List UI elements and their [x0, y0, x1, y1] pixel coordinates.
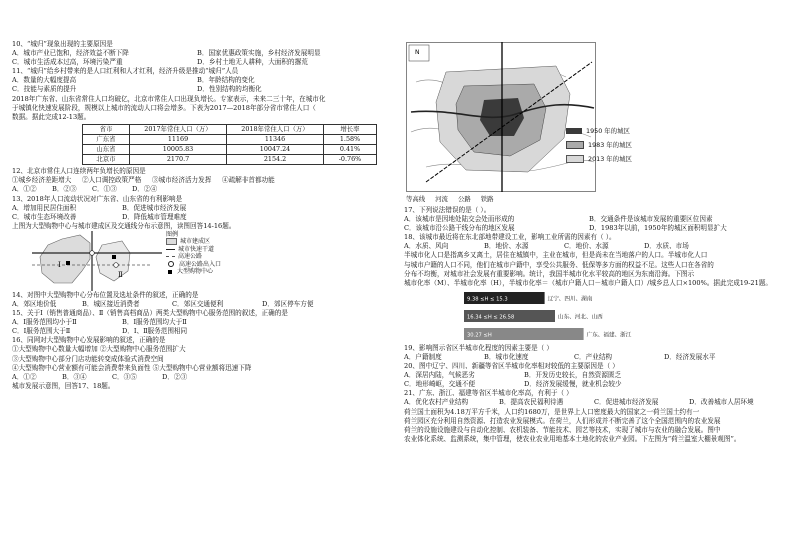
bar-range-label: 30.27 ≤H: [467, 332, 492, 339]
q12-item: ④疏解非首都功能: [222, 176, 275, 185]
q19-option-b: B．城市化速度: [484, 352, 529, 361]
passage-final-line: 荷兰的设施设施建设与自动化控制、农机装备、节能技术、园艺等技术，实现了城市与农业的融合发展。图中: [404, 425, 721, 434]
q12-stem: 12、北京市常住人口连续两年负增长的原因是: [12, 167, 146, 176]
table-cell: 广东省: [83, 134, 130, 144]
q17-option-a: A．该城市是因地处陆交会处而形成的: [404, 215, 515, 224]
q19-option-d: D．经济发展水平: [664, 352, 716, 361]
q21-option-a: A．优化农村产业结构: [404, 398, 469, 407]
q17-stem: 17、下列说法错误的是（ ）。: [404, 206, 491, 214]
q16-option-c: C．③⑤: [112, 372, 137, 381]
urbanization-bar-chart: [404, 288, 782, 344]
q15-option-d: D．Ⅰ、Ⅱ服务范围相同: [122, 327, 188, 336]
bar-group-label: 广东、福建、浙江: [586, 332, 632, 339]
q16-option-a: A．①②: [12, 372, 37, 381]
passage-urban-line: 分布不均衡，对城市社会发展有重要影响。统计，我国半城市化水平较高的地区为东南沿海。下图示: [404, 269, 695, 278]
q11-stem: 11、“城归”给乡村带来的是人口红利和人才红利，经济升级是推动“城归”人员: [12, 67, 239, 76]
region-label-i: Ⅰ: [58, 260, 61, 269]
city-map-svg: [406, 42, 596, 192]
q21-option-b: B．提高农民福利待遇: [499, 398, 564, 407]
q10-option-b: B．国家优惠政策实施，乡村经济发展明显: [197, 49, 321, 58]
city-mall-figure: [12, 231, 387, 291]
q18-option-b: B．地价、水源: [484, 242, 529, 251]
table-cell: 北京市: [83, 155, 130, 165]
q12-option-d: D．②④: [132, 185, 158, 194]
q20-option-a: A．深居内陆，气候恶劣: [404, 371, 475, 380]
table-cell: 10005.83: [130, 145, 227, 155]
passage-2018-line: 于城镇化快速发展阶段，规模以上城市的流动人口将会增多。下表为2017—2018年部分省市常住人口（: [12, 103, 316, 112]
q11-option-b: B．年龄结构的变化: [197, 76, 255, 85]
q13-option-a: A．增加用民居住面积: [12, 203, 77, 212]
passage-map: 城市发展示意图，回答17、18题。: [12, 381, 115, 390]
legend-title: 图例: [166, 230, 179, 238]
passage-2018-line: 数据。据此完成12-13题。: [12, 112, 91, 121]
q15-stem: 15、关于Ⅰ（销售普通商品）、Ⅱ（销售高档商品）两类大型购物中心服务范围的叙述，正确的是: [12, 309, 288, 318]
population-table: [82, 124, 377, 165]
q10-option-d: D．乡村土地无人耕种，大面积的撂荒: [197, 58, 308, 67]
legend-item-1983: 1983 年的城区: [566, 138, 632, 152]
q17-option-c: C．该城市沿公路干线分布的地区发展: [404, 224, 515, 233]
q20-option-d: D．经济发展缓慢，就业机会较少: [524, 380, 622, 389]
q19-option-a: A．户籍制度: [404, 352, 442, 361]
table-header: 省市: [83, 124, 130, 134]
q15-option-b: B．Ⅰ服务范围均大于Ⅱ: [122, 318, 187, 327]
legend-contour: 等高线: [406, 195, 426, 203]
q10-options: [12, 49, 387, 58]
q14-option-b: B．城区接近消费者: [82, 299, 140, 308]
bar-group-label: 辽宁、四川、湖南: [547, 296, 593, 303]
q16-item: ③大型购物中心部分门店功能转变成体验式消费空间: [12, 354, 164, 363]
city-legend: [166, 231, 221, 276]
passage-urban-line: 城市化率（M）、半城市化率（H），半城市化率＝（城市户籍人口－城市户籍人口）/城乡总人口×100%。据此完成19-21题。: [404, 278, 773, 287]
table-cell: 11346: [227, 134, 324, 144]
legend-item: 大型购物中心: [166, 268, 221, 276]
table-row: [83, 155, 377, 165]
q20-option-b: B．开发历史较长，自然资源匮乏: [524, 371, 622, 380]
table-cell: 10047.24: [227, 145, 324, 155]
table-cell: 2154.2: [227, 155, 324, 165]
q13-option-d: D．降低城市管理难度: [122, 212, 187, 221]
table-row: [83, 134, 377, 144]
table-header-row: [83, 124, 377, 134]
q16-item: ④大型购物中心营业额有可能会消费带来负面性 ⑤大型购物中心营业额将迅速下降: [12, 363, 252, 372]
q11-option-a: A．数量的大幅度提高: [12, 76, 77, 85]
q12-item: ①城乡经济差距增大: [12, 176, 72, 185]
q15-option-a: A．Ⅰ服务范围均小于Ⅱ: [12, 318, 77, 327]
bar-range-label: 16.34 ≤H ≤ 26.58: [467, 314, 515, 321]
legend-item: 城市建成区: [166, 238, 221, 246]
city-evolution-map: [406, 42, 596, 192]
q16-option-b: B．③④: [62, 372, 87, 381]
table-header: 增长率: [324, 124, 377, 134]
table-header: 2017年常住人口（万）: [130, 124, 227, 134]
table-cell: 山东省: [83, 145, 130, 155]
q13-option-c: C．城市生态环境改善: [12, 212, 77, 221]
bar-group-label: 山东、河北、山西: [558, 314, 603, 321]
q19-option-c: C．产业结构: [574, 352, 613, 361]
passage-final-line: 荷兰园区充分利用自然资源、打造农业发展模式。在荷兰，人们形成并不断完善了这个全国范围内的农业发展: [404, 416, 721, 425]
q14-option-c: C．郊区交通便利: [172, 299, 224, 308]
q17-option-d: D．1983年以前，1950年的城区面积明显扩大: [589, 224, 727, 233]
q18-option-a: A．水质、风向: [404, 242, 449, 251]
q12-option-b: B．②③: [52, 185, 77, 194]
right-column: [404, 206, 782, 444]
north-label: N: [415, 49, 420, 56]
legend-item-2013: 2013 年的城区: [566, 152, 632, 166]
passage-mall: 上图为大型购物中心与城市建成区及交通线分布示意图，读图回答14-16题。: [12, 221, 236, 230]
legend-item-1950: 1950 年的城区: [566, 124, 632, 138]
q21-option-c: C．促进城市经济发展: [594, 398, 659, 407]
map-bottom-legend: [406, 194, 494, 203]
q17-option-b: B．交通条件是该城市发展的重要区位因素: [589, 215, 713, 224]
q12-option-c: C．①③: [92, 185, 117, 194]
q20-stem: 20、图中辽宁、四川、新疆等省区半城市化率相对较低的主要原因是（ ）: [404, 362, 619, 371]
legend-railway: 铁路: [480, 195, 494, 203]
passage-urban-line: 半城市化人口是指离乡又离土，居住在城镇中，主业在城市，但是尚未在当地落户的人口。半城市化人口: [404, 251, 708, 260]
left-column: [12, 40, 387, 391]
q14-option-d: D．郊区停车方便: [262, 299, 314, 308]
q10-stem: 10、“城归”现象出现的主要原因是: [12, 40, 113, 48]
q10-option-a: A．城市产业已饱和，经济效益不断下降: [12, 49, 129, 58]
table-cell: 0.41%: [324, 145, 377, 155]
legend-river: 河流: [435, 195, 448, 203]
table-cell: 11169: [130, 134, 227, 144]
q12-option-a: A．①②: [12, 185, 37, 194]
q14-option-a: A．郊区地价低: [12, 299, 57, 308]
q12-item: ②人口调控政策严格: [82, 176, 142, 185]
passage-2018-line: 2018年广东省、山东省常住人口均破亿，北京市常住人口出现负增长。专家表示，未来二三十年，在城市化: [12, 94, 326, 103]
q11-option-c: C．技能与素质的提升: [12, 85, 77, 94]
legend-item: 高速公路: [166, 253, 221, 261]
q13-stem: 13、2018年人口流动状况对广东省、山东省的有利影响是: [12, 194, 183, 203]
q21-stem: 21、广东、浙江、福建等省区半城市化率高，有利于（ ）: [404, 389, 573, 398]
q16-item: ①大型购物中心数量大幅增加 ②大型购物中心服务范围扩大: [12, 345, 186, 354]
q21-option-d: D．改善城市人居环境: [689, 398, 754, 407]
bar-chart-svg: [464, 290, 664, 346]
table-row: [83, 145, 377, 155]
bar-range-label: 9.38 ≤H ≤ 15.3: [467, 296, 508, 303]
q15-option-c: C．Ⅰ服务范围大于Ⅱ: [12, 327, 71, 336]
q11-option-d: D．性别结构的均衡化: [197, 85, 262, 94]
q10-option-c: C．城市生活成本过高，环境污染严重: [12, 58, 123, 67]
q13-option-b: B．促进城市经济发展: [122, 203, 187, 212]
q16-stem: 16、同网对大型购物中心发展影响的叙述，正确的是: [12, 336, 166, 345]
table-cell: 2170.7: [130, 155, 227, 165]
table-header: 2018年常住人口（万）: [227, 124, 324, 134]
q19-stem: 19、影响图示省区半城市化程度的因素主要是（ ）: [404, 343, 553, 352]
table-cell: 1.58%: [324, 134, 377, 144]
legend-road: 公路: [457, 195, 471, 203]
passage-final-line: 荷兰国土面积为4.18万平方千米，人口约1680万，是世界上人口密度最大的国家之一荷兰国土约有一: [404, 407, 700, 416]
passage-final-line: 农业体化系统、监测系统，集中管理，使农业农业用地基本土地化的农业产业园。下左图为“荷兰温室大棚景观图”。: [404, 434, 741, 443]
q18-option-c: C．地价、水源: [564, 242, 609, 251]
legend-item: 高速公路出入口: [166, 261, 221, 269]
q12-item: ③城市经济活力发挥: [152, 176, 212, 185]
table-cell: -0.76%: [324, 155, 377, 165]
region-label-ii: Ⅱ: [118, 270, 123, 279]
map-legend: [566, 124, 632, 166]
q18-stem: 18、该城市最近将在东北部地带建设工业，影响工业所需的因素有（ ）。: [404, 233, 616, 242]
q20-option-c: C．地形崎岖，交通不便: [404, 380, 475, 389]
legend-item: 城市快速干道: [166, 246, 221, 254]
q14-stem: 14、对图中大型购物中心分布位置及选址条件的叙述，正确的是: [12, 290, 199, 299]
q18-option-d: D．水质、市场: [644, 242, 689, 251]
passage-urban-line: 与城市户籍的人口不同，他们在城市户籍中，享受公共服务、低保等多方面的权益不足。这些人口在各省的: [404, 260, 714, 269]
q16-option-d: D．②③: [162, 372, 188, 381]
